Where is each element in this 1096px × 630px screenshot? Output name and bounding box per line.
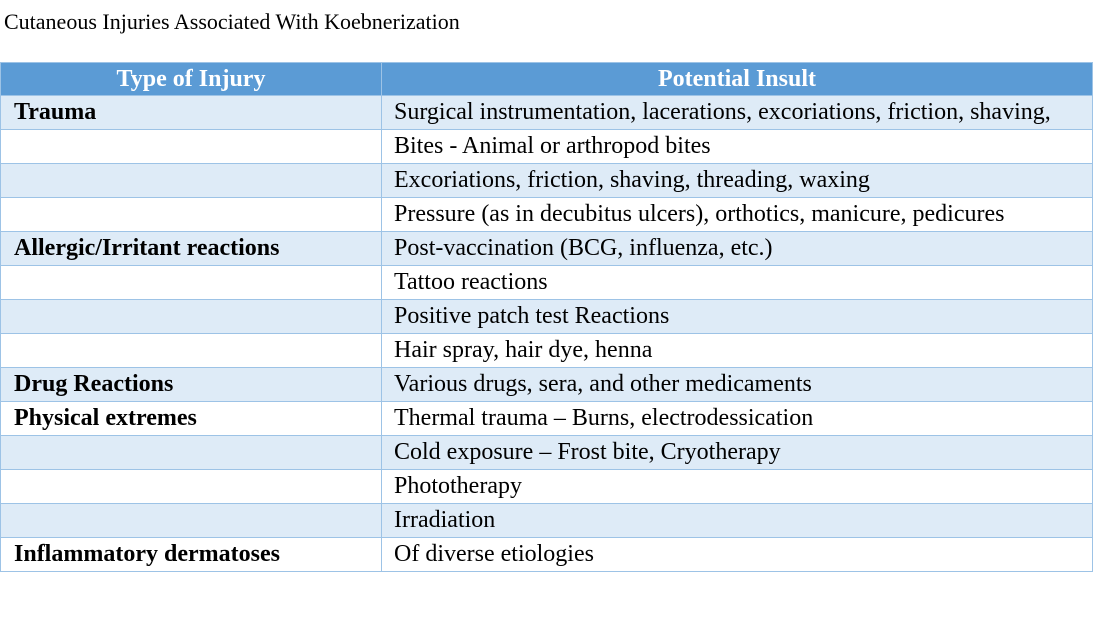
table-row bbox=[1, 300, 1093, 334]
table-body bbox=[1, 96, 1093, 572]
potential-insult-cell: Irradiation bbox=[382, 504, 1093, 538]
table-row bbox=[1, 164, 1093, 198]
injury-type-cell bbox=[1, 436, 382, 470]
potential-insult-cell: Various drugs, sera, and other medicaments bbox=[382, 368, 1093, 402]
potential-insult-cell: Hair spray, hair dye, henna bbox=[382, 334, 1093, 368]
injury-type-cell bbox=[1, 130, 382, 164]
injury-type-cell bbox=[1, 198, 382, 232]
table-row bbox=[1, 470, 1093, 504]
potential-insult-cell: Phototherapy bbox=[382, 470, 1093, 504]
injury-type-cell: Drug Reactions bbox=[1, 368, 382, 402]
injury-type-cell bbox=[1, 164, 382, 198]
table-row bbox=[1, 334, 1093, 368]
potential-insult-cell: Pressure (as in decubitus ulcers), orthotics, manicure, pedicures bbox=[382, 198, 1093, 232]
table-row bbox=[1, 266, 1093, 300]
injury-type-cell bbox=[1, 300, 382, 334]
injury-type-cell bbox=[1, 470, 382, 504]
potential-insult-cell: Positive patch test Reactions bbox=[382, 300, 1093, 334]
table-header-row bbox=[1, 63, 1093, 96]
table-row bbox=[1, 130, 1093, 164]
injury-type-cell bbox=[1, 504, 382, 538]
potential-insult-cell: Of diverse etiologies bbox=[382, 538, 1093, 572]
potential-insult-cell: Cold exposure – Frost bite, Cryotherapy bbox=[382, 436, 1093, 470]
potential-insult-cell: Post-vaccination (BCG, influenza, etc.) bbox=[382, 232, 1093, 266]
table-caption: Cutaneous Injuries Associated With Koebnerization bbox=[4, 9, 460, 34]
potential-insult-cell: Surgical instrumentation, lacerations, excoriations, friction, shaving, bbox=[382, 96, 1093, 130]
injury-type-cell: Physical extremes bbox=[1, 402, 382, 436]
table-row bbox=[1, 436, 1093, 470]
injury-type-cell: Inflammatory dermatoses bbox=[1, 538, 382, 572]
potential-insult-cell: Tattoo reactions bbox=[382, 266, 1093, 300]
table-row bbox=[1, 538, 1093, 572]
table-row bbox=[1, 504, 1093, 538]
column-header-type-of-injury: Type of Injury bbox=[1, 63, 382, 96]
potential-insult-cell: Excoriations, friction, shaving, threading, waxing bbox=[382, 164, 1093, 198]
table-row bbox=[1, 198, 1093, 232]
injury-type-cell bbox=[1, 334, 382, 368]
table-row bbox=[1, 368, 1093, 402]
injury-type-cell bbox=[1, 266, 382, 300]
column-header-potential-insult: Potential Insult bbox=[382, 63, 1093, 96]
koebnerization-injury-table bbox=[0, 62, 1093, 572]
potential-insult-cell: Thermal trauma – Burns, electrodessication bbox=[382, 402, 1093, 436]
injury-type-cell: Trauma bbox=[1, 96, 382, 130]
table-row bbox=[1, 232, 1093, 266]
table-row bbox=[1, 402, 1093, 436]
injury-type-cell: Allergic/Irritant reactions bbox=[1, 232, 382, 266]
table-row bbox=[1, 96, 1093, 130]
potential-insult-cell: Bites - Animal or arthropod bites bbox=[382, 130, 1093, 164]
